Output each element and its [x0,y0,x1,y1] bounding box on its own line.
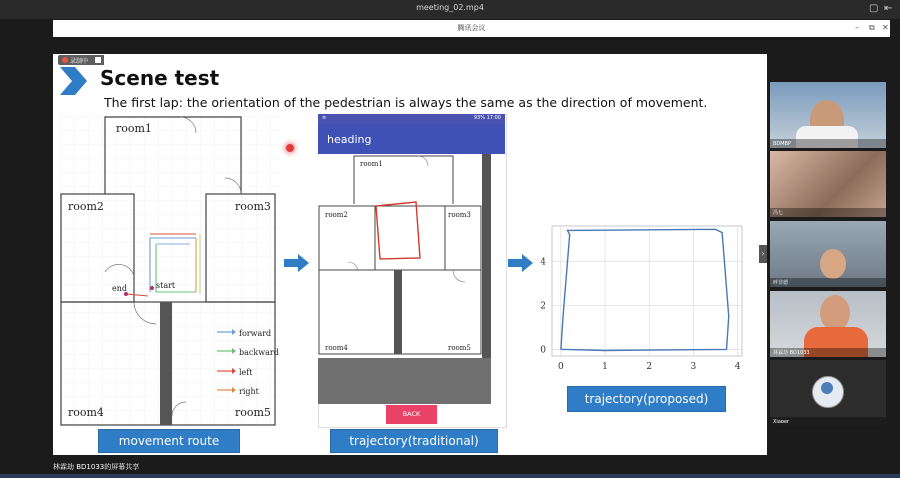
phone-room2-label: room2 [325,211,348,219]
end-label: end [112,284,128,293]
chart-x-tick-label: 3 [690,362,697,372]
title-chevron-icon [60,67,87,95]
room2-label: room2 [68,200,104,213]
chart-x-tick-label: 1 [602,362,608,372]
phone-status-bar [318,114,505,124]
corridor-wall [160,302,172,425]
meeting-title: 腾讯会议 [457,24,486,32]
phone-back-button[interactable]: BACK [386,405,437,424]
phone-room1-label: room1 [360,160,383,168]
window-title: meeting_02.mp4 [416,3,484,12]
participant-name: 呼非德 [773,280,789,286]
label-trajectory-traditional: trajectory(traditional) [330,429,498,453]
floorplan-diagram [60,116,280,428]
arrow-right-icon [284,254,310,272]
participant-name: 冯七 [773,210,784,216]
screen-share-status: 林霖劫 BD1033的屏幕共享 [53,463,140,471]
phone-menu-icon: ≡ [322,115,327,121]
legend-left: left [239,368,253,377]
participant-tile[interactable] [770,151,886,217]
legend-backward: backward [239,348,279,357]
participant-tile[interactable] [770,82,886,148]
avatar-icon [821,382,833,394]
minimize-icon[interactable]: – [855,23,859,32]
proposed-trajectory-chart [530,218,748,378]
restore-icon[interactable]: ⧉ [869,23,875,32]
legend-right: right [239,387,259,396]
room3-label: room3 [235,200,271,213]
legend-forward: forward [239,329,272,338]
meeting-titlebar [53,20,890,37]
slide-subtitle: The first lap: the orientation of the pedestrian is always the same as the direction of movement. [104,95,708,110]
chart-y-tick-label: 2 [540,301,546,312]
participant-face [820,295,850,331]
phone-status-text: 93% 17:00 [473,115,501,121]
phone-floorplan [318,154,505,404]
stop-icon [95,57,101,63]
chart-y-tick-label: 0 [540,345,546,356]
video-progress-bar[interactable] [0,474,900,478]
start-label: start [156,281,176,290]
participant-name: BDMBP [773,141,792,147]
chart-x-tick-label: 0 [557,362,564,372]
room1-label: room1 [116,122,152,135]
label-trajectory-proposed: trajectory(proposed) [567,386,726,412]
phone-room5-label: room5 [448,344,471,352]
phone-room4-label: room4 [325,344,348,352]
room5-label: room5 [235,406,271,419]
window-titlebar [0,0,900,19]
phone-app-header [318,124,505,154]
label-movement-route: movement route [98,429,240,453]
chart-y-tick-label: 4 [540,257,546,268]
chart-plot-area [552,226,742,356]
room4-label: room4 [68,406,104,419]
participant-tile[interactable] [770,291,886,357]
chart-x-tick-label: 2 [646,362,653,372]
phone-header-title: heading [327,133,372,146]
window-menu-icon[interactable]: ▢ [869,3,879,14]
slide-title: Scene test [100,66,220,90]
recording-dot-icon [62,57,68,63]
laser-pointer [286,144,294,152]
stop-recording-button[interactable] [92,55,104,65]
recording-label: 录制中 [70,58,89,65]
participant-name: 林霖劫 BD1033 [773,350,810,356]
window-exit-icon[interactable]: ⇤ [884,3,893,14]
participant-name: Xiaoer [773,419,790,425]
participant-tile[interactable] [770,360,886,426]
chart-x-tick-label: 4 [734,362,741,372]
participant-tile[interactable] [770,221,886,287]
close-icon[interactable]: ✕ [882,23,889,32]
participant-face [820,249,846,279]
panel-toggle-chevron-icon[interactable]: › [759,245,767,263]
phone-room3-label: room3 [448,211,471,219]
